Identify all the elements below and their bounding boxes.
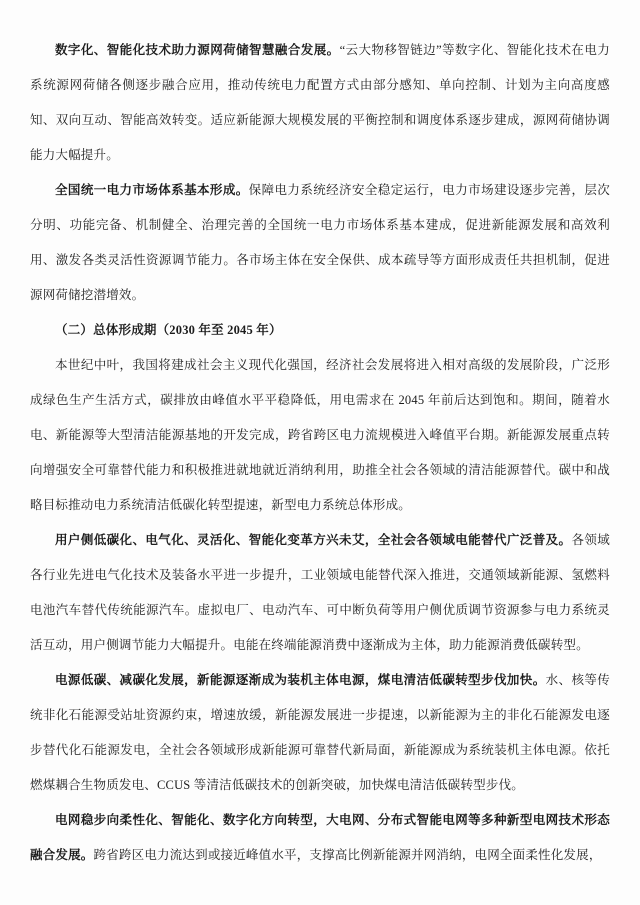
section-heading [30, 313, 610, 348]
paragraph-lead-bold: 电源低碳、减碳化发展，新能源逐渐成为装机主体电源，煤电清洁低碳转型步伐加快。 [55, 673, 546, 687]
paragraph-text: 水、核等传统非化石能源受站址资源约束，增速放缓，新能源发展进一步提速，以新能源为主的非化石能源发电逐步替代化石能源发电，全社会各领域形成新能源可靠替代新局面，新能源成为系统装机主体电源。依托燃煤耦合生物质发电、CCUS 等清洁低碳技术的创新突破，加快煤电清洁低碳转型步伐。 [30, 673, 610, 792]
section-heading-text: （二）总体形成期（2030 年至 2045 年） [55, 323, 282, 337]
paragraph [30, 33, 610, 173]
paragraph-text: 跨省跨区电力流达到或接近峰值水平，支撑高比例新能源并网消纳，电网全面柔性化发展， [93, 848, 602, 862]
paragraph-text: 保障电力系统经济安全稳定运行，电力市场建设逐步完善，层次分明、功能完备、机制健全、治理完善的全国统一电力市场体系基本建成，促进新能源发展和高效利用、激发各类灵活性资源调节能力。各市场主体在安全保供、成本疏导等方面形成责任共担机制，促进源网荷储挖潜增效。 [30, 183, 610, 302]
paragraph-lead-bold: 用户侧低碳化、电气化、灵活化、智能化变革方兴未艾，全社会各领域电能替代广泛普及。 [55, 533, 572, 547]
paragraph-text: 各领域各行业先进电气化技术及装备水平进一步提升，工业领域电能替代深入推进，交通领域新能源、氢燃料电池汽车替代传统能源汽车。虚拟电厂、电动汽车、可中断负荷等用户侧优质调节资源参与电力系统灵活互动，用户侧调节能力大幅提升。电能在终端能源消费中逐渐成为主体，助力能源消费低碳转型。 [30, 533, 610, 652]
paragraph [30, 803, 610, 873]
paragraph-text: “云大物移智链边”等数字化、智能化技术在电力系统源网荷储各侧逐步融合应用，推动传统电力配置方式由部分感知、单向控制、计划为主向高度感知、双向互动、智能高效转变。适应新能源大规模发展的平衡控制和调度体系逐步建成，源网荷储协调能力大幅提升。 [30, 43, 611, 162]
paragraph [30, 523, 610, 663]
paragraph [30, 663, 610, 803]
paragraph [30, 173, 610, 313]
paragraph-lead-bold: 电网稳步向柔性化、智能化、数字化方向转型，大电网、分布式智能电网等多种新型电网技术形态融合发展。 [30, 813, 610, 862]
paragraph-lead-bold: 全国统一电力市场体系基本形成。 [55, 183, 249, 197]
paragraph-text: 本世纪中叶，我国将建成社会主义现代化强国，经济社会发展将进入相对高级的发展阶段，广泛形成绿色生产生活方式，碳排放由峰值水平平稳降低，用电需求在 2045 年前后达到饱和。期间，随着水电、新能源等大型清洁能源基地的开发完成，跨省跨区电力流规模进入峰值平台期。新能源发展重点转向增强安全可靠替代能力和积极推进就地就近消纳利用，助推全社会各领域的清洁能源替代。碳中和战略目标推动电力系统清洁低碳化转型提速，新型电力系统总体形成。 [30, 358, 610, 512]
paragraph-lead-bold: 数字化、智能化技术助力源网荷储智慧融合发展。 [55, 43, 340, 57]
paragraph [30, 348, 610, 523]
